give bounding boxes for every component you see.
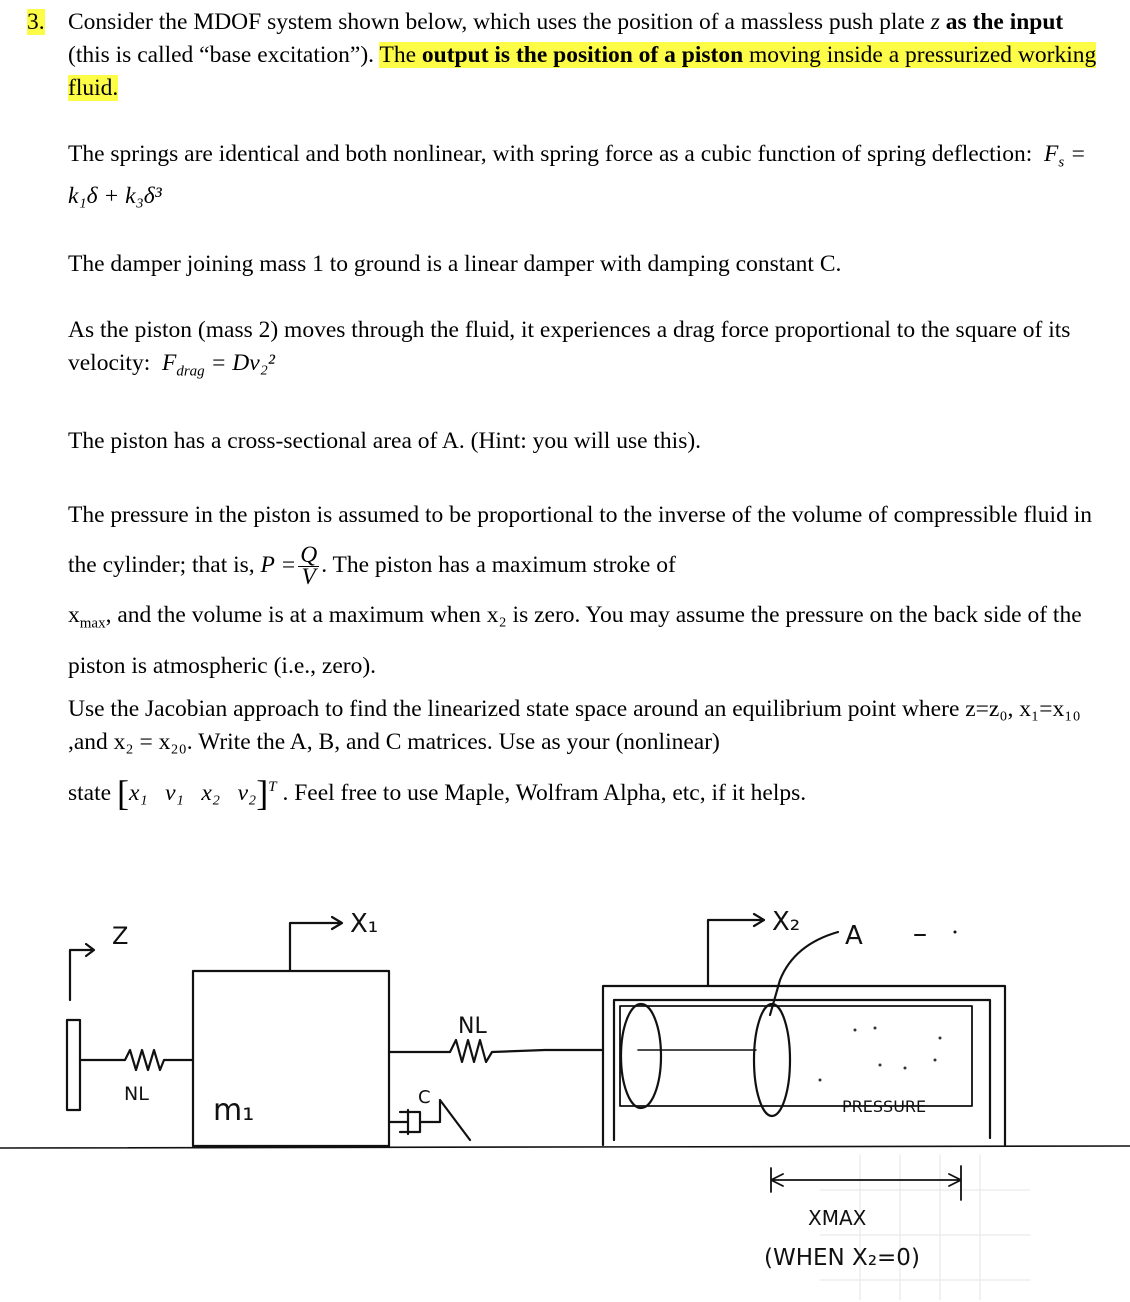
x1-label: X₁ xyxy=(350,909,379,939)
problem-intro: Consider the MDOF system shown below, which uses the position of a massless push plate z as the input (this is called “base excitation”). The output is the position of a piston moving inside a pressurized working fluid. xyxy=(68,9,1097,101)
xmax-dimension xyxy=(771,1166,961,1200)
x2-label: X₂ xyxy=(772,907,801,937)
highlighted-output: The output is the position of a piston moving inside a pressurized working fluid. xyxy=(68,42,1097,101)
x2-arrow xyxy=(708,914,764,985)
piston xyxy=(754,1004,790,1116)
left-spring xyxy=(80,1050,193,1070)
state-vector: x₁ v₁ x₂ v₂ xyxy=(128,779,257,806)
cylinder-housing xyxy=(603,986,1005,1145)
pressure-dots xyxy=(819,1027,942,1082)
push-plate xyxy=(67,1020,80,1110)
pressure-fraction: $\frac{Q}{V}$ xyxy=(300,542,318,591)
m1-label: m₁ xyxy=(213,1093,255,1128)
x1-arrow xyxy=(290,917,342,970)
xmax-label: XMAX xyxy=(808,1206,867,1230)
cylinder-left-cap xyxy=(621,1004,661,1108)
c-label: C xyxy=(418,1087,431,1108)
mdof-diagram xyxy=(0,840,1130,1302)
z-arrow xyxy=(70,944,94,1000)
area-paragraph: The piston has a cross-sectional area of A. (Hint: you will use this). xyxy=(68,428,702,454)
z-label: Z xyxy=(112,922,129,950)
damper-paragraph: The damper joining mass 1 to ground is a linear damper with damping constant C. xyxy=(68,251,842,277)
spring-equation: = k₁δ + k₃δ³ xyxy=(68,141,1086,209)
a-label: A xyxy=(845,921,863,951)
nl-left-label: NL xyxy=(124,1083,149,1105)
pressure-label: PRESSURE xyxy=(842,1097,927,1116)
problem-number: 3. xyxy=(27,9,45,35)
ground-line xyxy=(0,1146,1130,1148)
right-spring xyxy=(389,1040,603,1062)
drag-paragraph: As the piston (mass 2) moves through the fluid, it experiences a drag force proportional to the square of its velocity: $F_{drag} = Dv_2^2$ xyxy=(68,317,1071,380)
nl-right-label: NL xyxy=(458,1014,487,1039)
springs-paragraph: The springs are identical and both nonlinear, with spring force as a cubic function of spring deflection: $F_s = k_1\delta + k_3\delta^3$ xyxy=(68,141,1086,209)
pressure-paragraph: The pressure in the piston is assumed to be proportional to the inverse of the volume of compressible fluid in the cylinder; that is, P = $\frac{Q}{V}$ . The piston has a maximum stroke of $x_{max}$, and the volume is at a maximum when x₂ is zero. You may assume the pressure on the back side of the piston is atmospheric (i.e., zero). xyxy=(68,502,1092,679)
drag-equation: = Dv₂² xyxy=(210,350,275,376)
cylinder-body xyxy=(620,1006,972,1106)
task-paragraph: Use the Jacobian approach to find the linearized state space around an equilibrium point where z=z₀, x₁=x₁₀ ,and x₂ = x₂₀. Write the A, B, and C matrices. Use as your (nonlinear) state [x₁ v₁ x₂ v₂]$^T$ . Feel free to use Maple, Wolfram Alpha, etc, if it helps. xyxy=(68,696,1081,813)
area-pointer xyxy=(770,932,838,1015)
when-label: (WHEN X₂=0) xyxy=(764,1245,920,1271)
